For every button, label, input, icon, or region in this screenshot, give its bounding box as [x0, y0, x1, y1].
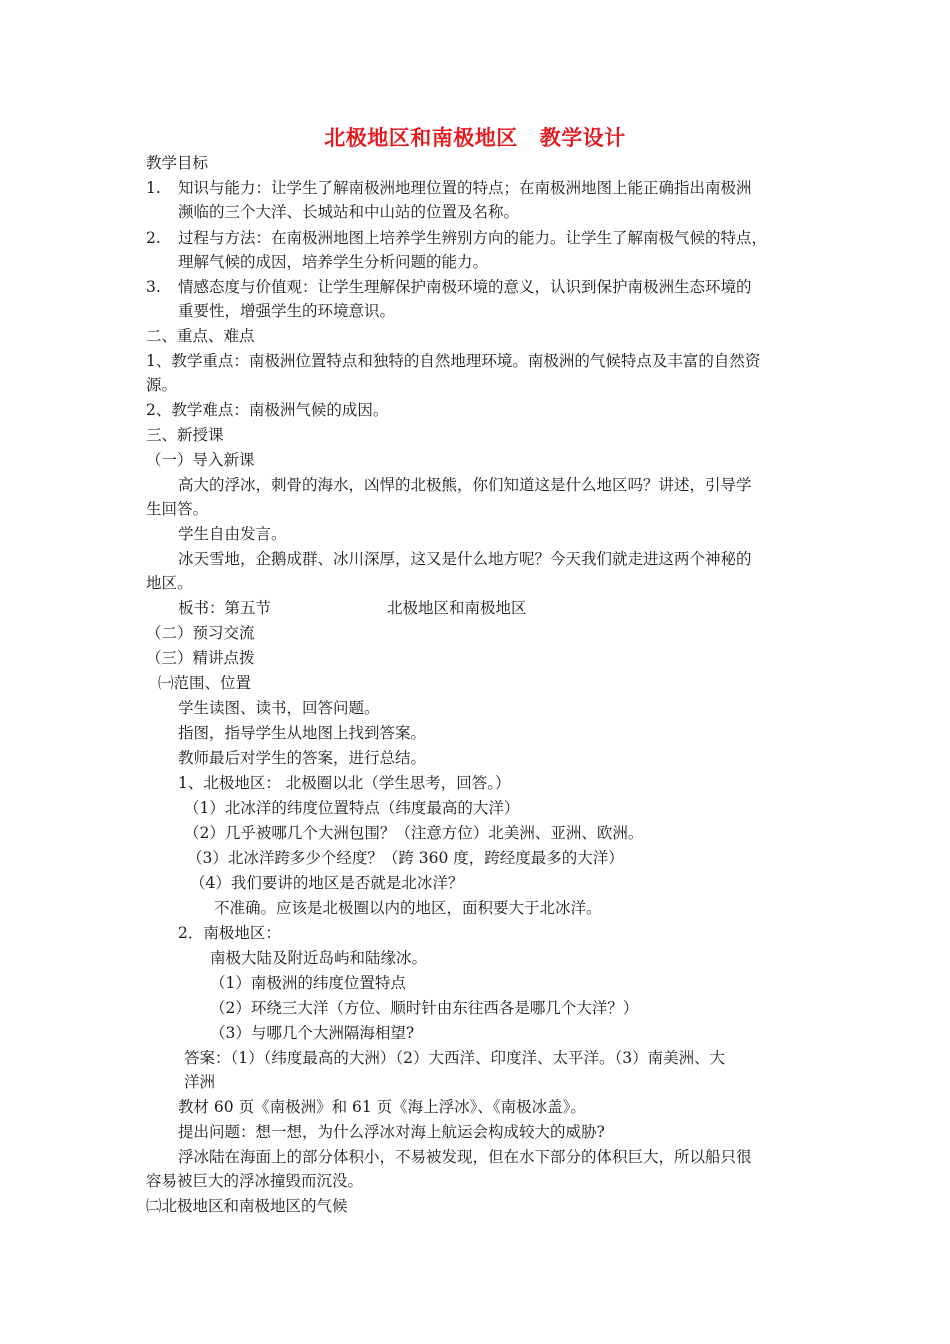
intro-paragraph-line2: 生回答。 [146, 500, 209, 518]
lesson-step-3: 教师最后对学生的答案，进行总结。 [178, 749, 427, 767]
student-speak: 学生自由发言。 [178, 525, 287, 543]
answer-line1: 答案：（1）（纬度最高的大洲）（2）大西洋、印度洋、太平洋。（3）南美洲、大 [184, 1049, 726, 1067]
title-main: 北极地区和南极地区 [324, 126, 518, 150]
board-title: 北极地区和南极地区 [387, 599, 527, 617]
section-heading-objectives: 教学目标 [146, 154, 209, 172]
objective-3-line2: 重要性，增强学生的环境意识。 [178, 302, 396, 320]
subheading-explain: （三）精讲点拨 [146, 649, 255, 667]
objective-number-2: 2. [146, 229, 161, 247]
arctic-question-1: （1）北冰洋的纬度位置特点（纬度最高的大洋） [184, 799, 520, 817]
explanation-line1: 浮冰陆在海面上的部分体积小，不易被发现，但在水下部分的体积巨大，所以船只很 [178, 1148, 752, 1166]
point-climate: ㈡北极地区和南极地区的气候 [146, 1197, 348, 1215]
objective-number-1: 1. [146, 179, 161, 197]
point-range-location: ㈠范围、位置 [158, 674, 252, 692]
document-title [0, 122, 950, 152]
antarctic-question-3: （3）与哪几个大洲隔海相望? [210, 1024, 415, 1042]
key-point-line2: 源。 [146, 376, 178, 394]
objective-number-3: 3. [146, 278, 161, 296]
subheading-intro: （一）导入新课 [146, 451, 255, 469]
title-suffix: 教学设计 [539, 126, 626, 150]
arctic-question-3: （3）北冰洋跨多少个经度？（跨 360 度，跨经度最多的大洋） [187, 849, 624, 867]
intro-question-line2: 地区。 [146, 574, 193, 592]
antarctic-definition: 南极大陆及附近岛屿和陆缘冰。 [210, 949, 428, 967]
intro-question-line1: 冰天雪地，企鹅成群、冰川深厚，这又是什么地方呢？今天我们就走进这两个神秘的 [178, 550, 752, 568]
lesson-step-1: 学生读图、读书，回答问题。 [178, 699, 380, 717]
explanation-line2: 容易被巨大的浮冰撞毁而沉没。 [146, 1172, 364, 1190]
lesson-step-2: 指图，指导学生从地图上找到答案。 [178, 724, 427, 742]
discussion-question: 提出问题：想一想，为什么浮冰对海上航运会构成较大的威胁? [178, 1123, 605, 1141]
objective-2-line1: 过程与方法：在南极洲地图上培养学生辨别方向的能力。让学生了解南极气候的特点， [178, 229, 768, 247]
textbook-reference: 教材 60 页《南极洲》和 61 页《海上浮冰》、《南极冰盖》。 [178, 1098, 586, 1116]
arctic-answer-4: 不准确。应该是北极圈以内的地区，面积要大于北冰洋。 [214, 899, 602, 917]
answer-line2: 洋洲 [184, 1073, 216, 1091]
arctic-heading: 1、北极地区： 北极圈以北（学生思考，回答。） [178, 774, 511, 792]
antarctic-heading: 2．南极地区： [178, 924, 281, 942]
antarctic-question-1: （1）南极洲的纬度位置特点 [210, 974, 406, 992]
key-point-line1: 1、教学重点：南极洲位置特点和独特的自然地理环境。南极洲的气候特点及丰富的自然资 [146, 352, 761, 370]
arctic-question-2: （2）几乎被哪几个大洲包围？（注意方位）北美洲、亚洲、欧洲。 [184, 824, 644, 842]
section-heading-key-points: 二、重点、难点 [146, 327, 255, 345]
subheading-preview: （二）预习交流 [146, 624, 255, 642]
objective-3-line1: 情感态度与价值观：让学生理解保护南极环境的意义，认识到保护南极洲生态环境的 [178, 278, 752, 296]
arctic-question-4: （4）我们要讲的地区是否就是北冰洋？ [190, 874, 464, 892]
board-label: 板书：第五节 [178, 599, 272, 617]
intro-paragraph-line1: 高大的浮冰，刺骨的海水，凶悍的北极熊，你们知道这是什么地区吗？讲述，引导学 [178, 476, 752, 494]
objective-1-line2: 濒临的三个大洋、长城站和中山站的位置及名称。 [178, 203, 520, 221]
difficult-point: 2、教学难点：南极洲气候的成因。 [146, 401, 389, 419]
objective-1-line1: 知识与能力：让学生了解南极洲地理位置的特点；在南极洲地图上能正确指出南极洲 [178, 179, 752, 197]
objective-2-line2: 理解气候的成因，培养学生分析问题的能力。 [178, 253, 489, 271]
antarctic-question-2: （2）环绕三大洋（方位、顺时针由东往西各是哪几个大洋？） [210, 999, 639, 1017]
section-heading-new-lesson: 三、新授课 [146, 426, 224, 444]
